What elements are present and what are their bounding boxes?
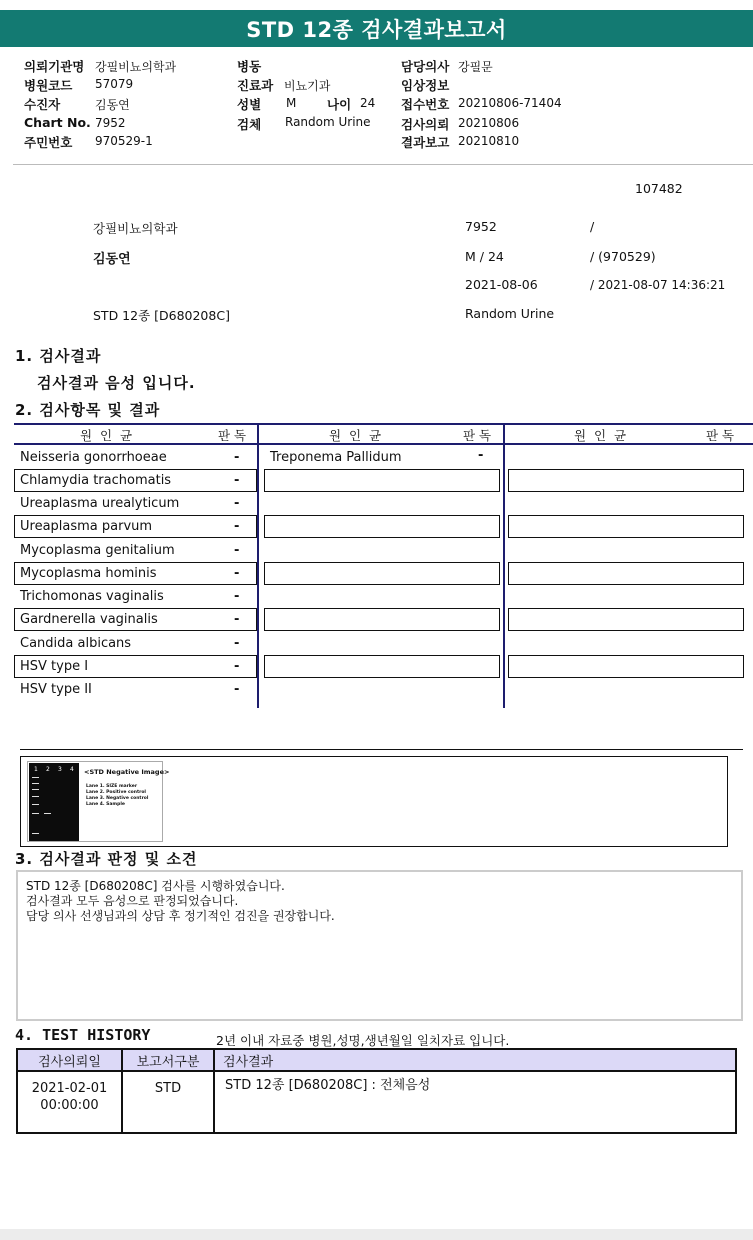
opinion-line: 담당 의사 선생님과의 상담 후 정기적인 검진을 권장합니다.: [26, 909, 335, 923]
specimen-label: 검체: [237, 117, 262, 132]
history-result: STD 12종 [D680208C] : 전체음성: [214, 1071, 736, 1133]
receipt-label: 접수번호: [401, 97, 450, 112]
section1-title: 1. 검사결과: [15, 347, 102, 365]
col1-header-res: 판 독: [218, 428, 247, 443]
history-type: STD: [122, 1071, 214, 1133]
request-value: 20210806: [458, 116, 520, 130]
gel-image: [27, 761, 170, 842]
col2-header-org: 원 인 균: [329, 428, 382, 443]
gel-title: <STD Negative Image>: [84, 768, 170, 776]
info-chart: 7952: [465, 219, 497, 234]
row-box-col3: [508, 515, 744, 538]
gel-band: [32, 789, 39, 790]
opinion-line: STD 12종 [D680208C] 검사를 시행하였습니다.: [26, 879, 285, 893]
opinion-box: [16, 870, 743, 1021]
row-box-col2: [264, 608, 500, 631]
history-note: 2년 이내 자료중 병원,성명,생년월일 일치자료 입니다.: [216, 1033, 510, 1048]
section4-title: 4. TEST HISTORY: [15, 1026, 151, 1044]
organism-name: Trichomonas vaginalis: [20, 589, 164, 604]
organism-result: -: [234, 450, 240, 465]
gel-band: [32, 804, 39, 805]
age-value: 24: [360, 96, 376, 110]
hospital-code-label: 병원코드: [24, 78, 73, 93]
department-label: 진료과: [237, 78, 274, 93]
organism-name: Ureaplasma parvum: [20, 519, 153, 534]
specimen-value: Random Urine: [285, 115, 371, 129]
col1-header-org: 원 인 균: [80, 428, 133, 443]
organism-name: Chlamydia trachomatis: [20, 473, 172, 488]
gel-top-rule: [20, 749, 743, 750]
organism-name: Treponema Pallidum: [270, 450, 402, 465]
table-col-divider-2: [503, 425, 505, 708]
history-date-cell: [17, 1071, 122, 1133]
history-row: [17, 1071, 736, 1133]
table-top-rule: [14, 423, 753, 425]
row-box-col2: [264, 469, 500, 492]
request-label: 검사의뢰: [401, 117, 450, 132]
history-table: [16, 1048, 737, 1134]
organism-result: -: [234, 589, 240, 604]
gel-legend: [86, 784, 148, 808]
history-date: 2021-02-01: [31, 1081, 108, 1096]
organism-name: Neisseria gonorrhoeae: [20, 450, 167, 465]
history-header-result: 검사결과: [214, 1049, 736, 1071]
gel-legend-item: Lane 3. Negative control: [86, 796, 149, 801]
report-title: STD 12종 검사결과보고서: [0, 10, 753, 47]
organism-name: Mycoplasma genitalium: [20, 543, 175, 558]
age-label: 나이: [327, 97, 352, 112]
info-slash: /: [590, 219, 595, 234]
organism-result: -: [234, 612, 240, 627]
patient-label: 수진자: [24, 97, 61, 112]
clinical-label: 임상정보: [401, 78, 450, 93]
chart-label: Chart No.: [24, 115, 91, 130]
organism-name: HSV type II: [20, 682, 92, 697]
section2-title: 2. 검사항목 및 결과: [15, 401, 161, 419]
table-col-divider-1: [257, 425, 259, 708]
gel-lane-label: 4: [70, 766, 74, 773]
gel-band: [32, 813, 39, 814]
gel-lane-label: 1: [34, 766, 38, 773]
receipt-value: 20210806-71404: [458, 96, 562, 110]
col2-header-res: 판 독: [463, 428, 492, 443]
gel-legend-item: Lane 1. SIZE marker: [86, 784, 138, 789]
history-header-row: [17, 1049, 736, 1071]
gel-band: [32, 833, 39, 834]
gel-band: [44, 813, 51, 814]
gel-legend-item: Lane 4. Sample: [86, 802, 125, 807]
organism-name: HSV type I: [20, 659, 89, 674]
row-box-col3: [508, 655, 744, 678]
history-header-type: 보고서구분: [122, 1049, 214, 1071]
history-time: 00:00:00: [40, 1098, 99, 1113]
institution-value: 강필비뇨의학과: [95, 60, 177, 74]
info-code: 107482: [635, 181, 683, 196]
resident-value: 970529-1: [95, 134, 153, 148]
info-specimen: Random Urine: [465, 306, 555, 321]
info-date-report: / 2021-08-07 14:36:21: [590, 278, 726, 292]
gel-band: [32, 783, 39, 784]
gel-band: [32, 796, 39, 797]
organism-result: -: [234, 496, 240, 511]
patient-value: 김동연: [95, 98, 130, 112]
organism-result: -: [478, 448, 484, 463]
row-box-col2: [264, 655, 500, 678]
info-test: STD 12종 [D680208C]: [93, 308, 230, 323]
organism-result: -: [234, 473, 240, 488]
doctor-value: 강필문: [458, 60, 493, 74]
report-date-label: 결과보고: [401, 135, 450, 150]
resident-label: 주민번호: [24, 135, 73, 150]
ward-label: 병동: [237, 59, 262, 74]
col3-header-org: 원 인 균: [574, 428, 627, 443]
department-value: 비뇨기과: [284, 79, 331, 93]
hospital-code-value: 57079: [95, 77, 134, 91]
page-footer-band: [0, 1229, 753, 1240]
sex-value: M: [286, 96, 297, 110]
gel-band: [32, 777, 39, 778]
organism-result: -: [234, 519, 240, 534]
organism-name: Mycoplasma hominis: [20, 566, 157, 581]
gel-lane-label: 2: [46, 766, 50, 773]
gel-lane-label: 3: [58, 766, 62, 773]
organism-result: -: [234, 566, 240, 581]
organism-result: -: [234, 682, 240, 697]
organism-result: -: [234, 659, 240, 674]
organism-name: Gardnerella vaginalis: [20, 612, 158, 627]
row-box-col3: [508, 469, 744, 492]
info-birth: / (970529): [590, 249, 656, 264]
header-divider: [13, 164, 753, 165]
organism-result: -: [234, 543, 240, 558]
row-box-col3: [508, 608, 744, 631]
doctor-label: 담당의사: [401, 59, 450, 74]
organism-result: -: [234, 636, 240, 651]
row-box-col2: [264, 562, 500, 585]
info-name: 김동연: [93, 252, 131, 267]
chart-value: 7952: [95, 116, 126, 130]
section1-result-text: 검사결과 음성 입니다.: [37, 374, 196, 392]
organism-name: Ureaplasma urealyticum: [20, 496, 180, 511]
sex-label: 성별: [237, 97, 262, 112]
info-sex-age: M / 24: [465, 249, 504, 264]
institution-label: 의뢰기관명: [24, 59, 85, 74]
gel-lanes-panel: [29, 763, 79, 841]
col3-header-res: 판 독: [706, 428, 735, 443]
row-box-col2: [264, 515, 500, 538]
opinion-line: 검사결과 모두 음성으로 판정되었습니다.: [26, 894, 239, 908]
section3-title: 3. 검사결과 판정 및 소견: [15, 850, 198, 868]
organism-name: Candida albicans: [20, 636, 132, 651]
info-clinic: 강필비뇨의학과: [93, 221, 178, 236]
row-box-col3: [508, 562, 744, 585]
info-date-request: 2021-08-06: [465, 277, 538, 292]
history-header-date: 검사의뢰일: [17, 1049, 122, 1071]
gel-legend-item: Lane 2. Positive control: [86, 790, 146, 795]
report-date-value: 20210810: [458, 134, 520, 148]
